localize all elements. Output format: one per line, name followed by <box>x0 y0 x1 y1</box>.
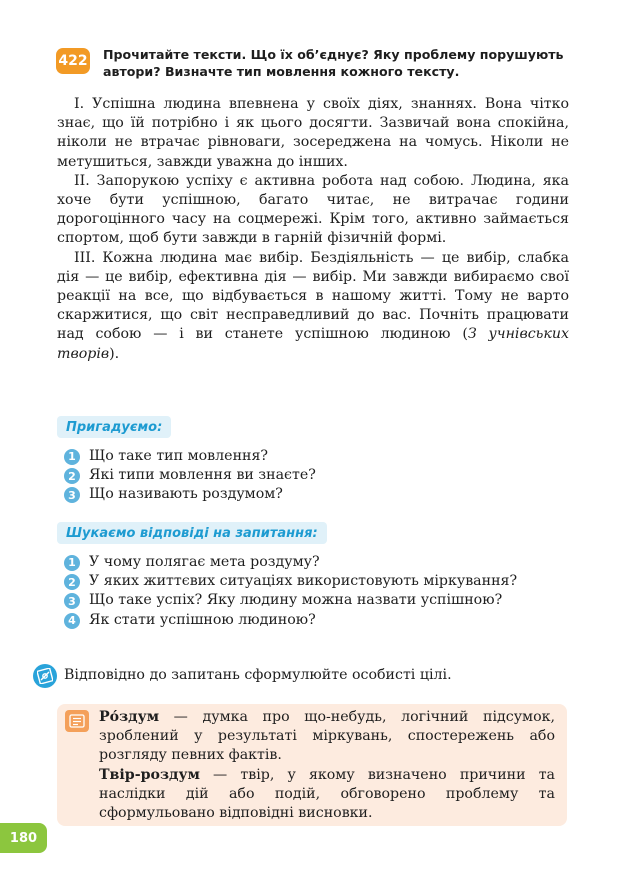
term: Ро́здум <box>99 709 160 725</box>
recall-questions <box>64 447 570 505</box>
task-header <box>56 46 576 80</box>
search-label: Шукаємо відповіді на запитання: <box>57 522 327 544</box>
definition-text: — твір, у якому визначено причини та наслідки дій або подій, обговорено проблему та сформульовано відповідні висновки. <box>99 766 555 822</box>
question-text: Як стати успішною людиною? <box>89 611 316 628</box>
target-icon <box>33 664 57 688</box>
list-item <box>64 553 570 572</box>
definition-tvir-rozdum <box>99 766 555 824</box>
number-badge: 2 <box>64 468 80 484</box>
text-3 <box>57 249 569 364</box>
text-3-source: З учнівських творів <box>57 326 570 362</box>
task-instruction <box>103 46 576 80</box>
question-text: Що таке успіх? Яку людину можна назвати успішною? <box>89 592 503 609</box>
text-1: І. Успішна людина впевнена у своїх діях, знаннях. Вона чітко знає, що їй потрібно і як цього досягти. Зазвичай вона спокійна, ніколи не втрачає рівноваги, зосереджена на чомусь. Ніколи не метушиться, завжди уважна до інших. <box>57 96 569 170</box>
question-text: У яких життєвих ситуаціях використовують міркування? <box>89 573 518 590</box>
definition-box <box>57 704 567 826</box>
list-item <box>64 591 570 610</box>
page-number: 180 <box>0 823 47 853</box>
list-item <box>64 466 570 485</box>
task-number-badge: 422 <box>56 48 90 74</box>
search-questions <box>64 553 570 630</box>
list-item <box>64 485 570 504</box>
text-3-source-end: ). <box>109 345 120 362</box>
list-item <box>64 447 570 466</box>
recall-label: Пригадуємо: <box>57 416 171 438</box>
question-text: Що називають роздумом? <box>89 486 283 503</box>
definitions <box>99 708 555 823</box>
number-badge: 2 <box>64 574 80 590</box>
list-item <box>64 611 570 630</box>
number-badge: 1 <box>64 555 80 571</box>
goal-instruction: Відповідно до запитань сформулюйте особисті цілі. <box>64 667 452 683</box>
number-badge: 3 <box>64 487 80 503</box>
text-2: ІІ. Запорукою успіху є активна робота над собою. Людина, яка хоче бути успішною, багато читає, не витрачає години дорогоцінного часу на соцмережі. Крім того, активно займається спортом, щоб бути завжди в гарній фізичній формі. <box>57 172 569 247</box>
number-badge: 3 <box>64 593 80 609</box>
definition-text: — думка про що-небудь, логічний підсумок, зроблений у результаті міркувань, спостережень або розгляду певних фактів. <box>99 709 555 764</box>
text-3-body: ІІІ. Кожна людина має вибір. Бездіяльність — це вибір, слабка дія — це вибір, ефективна дія — вибір. Ми завжди вибираємо свої реакції на все, що відбувається в нашому житті. Тому не варто скаржитися, що світ несправедливий до вас. Почніть працювати над собою — і ви станете успішною людиною ( <box>57 249 569 343</box>
question-text: Що таке тип мовлення? <box>89 448 269 464</box>
goal-task <box>33 664 573 688</box>
number-badge: 4 <box>64 613 80 629</box>
task-instruction-line-2: автори? Визначте тип мовлення кожного тексту. <box>103 64 460 79</box>
task-instruction-line-1: Прочитайте тексти. Що їх об’єднує? Яку проблему порушують <box>103 47 564 62</box>
definition-rozdum <box>99 708 555 766</box>
list-item <box>64 572 570 591</box>
question-text: У чому полягає мета роздуму? <box>89 554 320 570</box>
term: Твір-роздум <box>99 766 200 783</box>
number-badge: 1 <box>64 449 80 465</box>
notebook-icon <box>65 710 89 732</box>
question-text: Які типи мовлення ви знаєте? <box>89 467 316 484</box>
reading-texts <box>57 95 569 364</box>
